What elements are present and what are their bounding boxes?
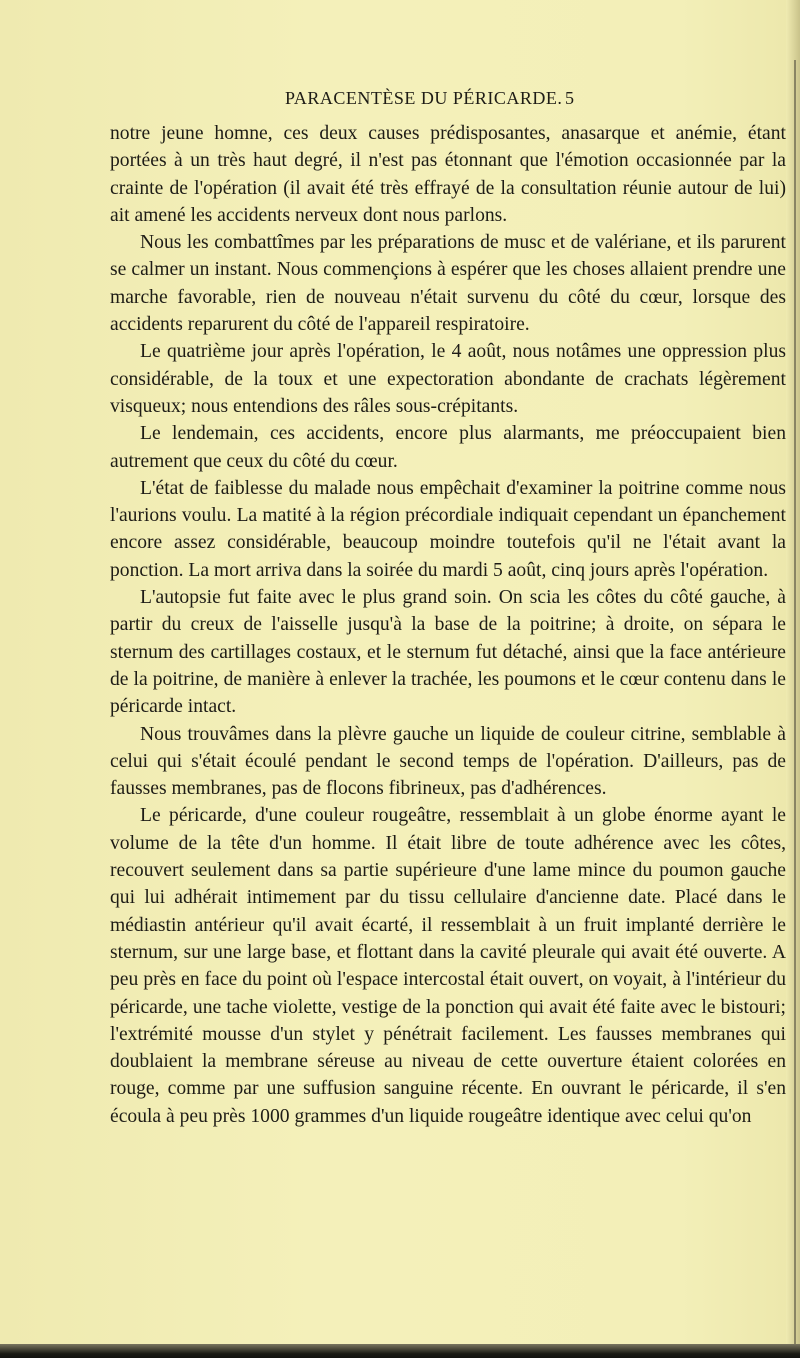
running-head: PARACENTÈSE DU PÉRICARDE. — [285, 88, 563, 108]
paragraph: Nous trouvâmes dans la plèvre gauche un liquide de couleur citrine, semblable à celui qui s'était écoulé pendant le second temps de l'opération. D'ailleurs, pas de fausses membranes, pas de flocons fibrineux, pas d'adhérences. — [110, 723, 786, 800]
page-edge-shadow — [786, 0, 800, 1358]
paragraph: L'autopsie fut faite avec le plus grand soin. On scia les côtes du côté gauche, à partir du creux de l'aisselle jusqu'à la base de la poitrine; à droite, on sépara le sternum des cartillages costaux, et le sternum fut détaché, ainsi que la face antérieure de la poitrine, de manière à enlever la trachée, les poumons et le cœur contenu dans le péricarde intact. — [110, 587, 786, 718]
page-number: 5 — [565, 88, 574, 108]
scan-bottom-edge — [0, 1344, 800, 1358]
page-edge-line — [794, 60, 796, 1350]
paragraph: Le péricarde, d'une couleur rougeâtre, ressemblait à un globe énorme ayant le volume de la tête d'un homme. Il était libre de toute adhérence avec les côtes, recouvert seulement dans sa partie supérieure d'une lame mince du poumon gauche qui lui adhérait intimement par du tissu cellulaire d'ancienne date. Placé dans le médiastin antérieur qu'il avait écarté, il ressemblait à un fruit implanté derrière le sternum, sur une large base, et flottant dans la cavité pleurale qui avait été ouverte. A peu près en face du point où l'espace intercostal était ouvert, on voyait, à l'intérieur du péricarde, une tache violette, vestige de la ponction qui avait été faite avec le bistouri; l'extrémité mousse d'un stylet y pénétrait facilement. Les fausses membranes qui doublaient la membrane séreuse au niveau de cette ouverture étaient colorées en rouge, comme par une suffusion sanguine récente. En ouvrant le péricarde, il s'en écoula à peu près 1000 grammes d'un liquide rougeâtre identique avec celui qu'on — [110, 805, 786, 1127]
paragraph: Le lendemain, ces accidents, encore plus alarmants, me préoccupaient bien autrement que ceux du côté du cœur. — [110, 423, 786, 472]
paragraph: L'état de faiblesse du malade nous empêchait d'examiner la poitrine comme nous l'aurions voulu. La matité à la région précordiale indiquait cependant un épanchement encore assez considérable, beaucoup moindre toutefois qu'il ne l'était avant la ponction. La mort arriva dans la soirée du mardi 5 août, cinq jours après l'opération. — [110, 477, 786, 581]
paragraph: Nous les combattîmes par les préparations de musc et de valériane, et ils parurent se calmer un instant. Nous commençions à espérer que les choses allaient prendre une marche favorable, rien de nouveau n'était survenu du côté du cœur, lorsque des accidents reparurent du côté de l'appareil respiratoire. — [110, 232, 786, 336]
body-text — [110, 120, 786, 1130]
paragraph: notre jeune homne, ces deux causes prédisposantes, anasarque et anémie, étant portées à un très haut degré, il n'est pas étonnant que l'émotion occasionnée par la crainte de l'opération (il avait été très effrayé de la consultation réunie autour de lui) ait amené les accidents nerveux dont nous parlons. — [110, 123, 786, 226]
paragraph: Le quatrième jour après l'opération, le 4 août, nous notâmes une oppression plus considérable, de la toux et une expectoration abondante de crachats légèrement visqueux; nous entendions des râles sous-crépitants. — [110, 341, 786, 417]
page-header — [110, 88, 574, 116]
